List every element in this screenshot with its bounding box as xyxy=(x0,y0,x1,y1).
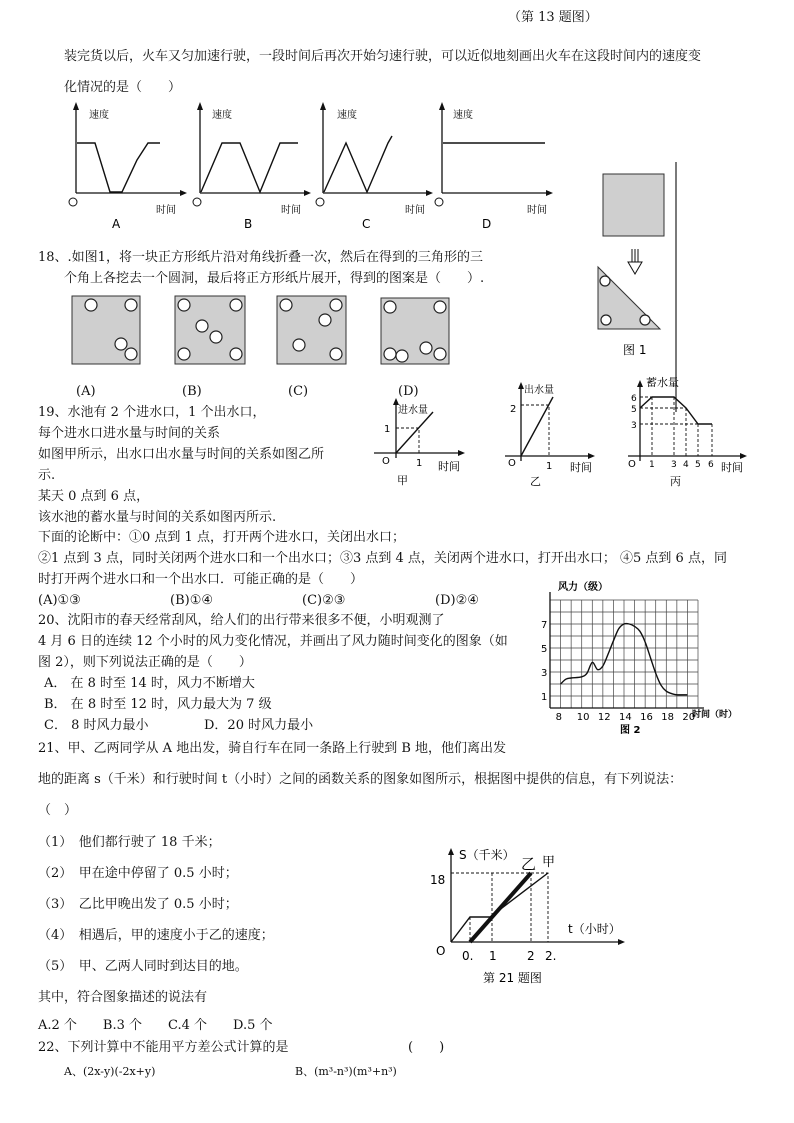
x-tick-label: 8 xyxy=(555,712,562,723)
q21-x2: 2 xyxy=(527,949,535,963)
q17-b-option: B xyxy=(244,217,253,231)
q17-line1: 装完货以后，火车又匀加速行驶，一段时间后再次开始匀速行驶，可以近似地刻画出火车在这段时间内的速度变 xyxy=(64,49,702,64)
q22-option-b: B、(m³-n³)(m³+n³) xyxy=(295,1065,397,1078)
q19-option-d: (D)②④ xyxy=(435,593,479,608)
q19-yi-origin: O xyxy=(508,458,516,469)
q21-yi-label: 乙 xyxy=(521,855,537,873)
x-tick-label: 12 xyxy=(597,712,611,723)
q17-a-ylabel: 速度 xyxy=(89,110,109,121)
q18-option-d: (D) xyxy=(398,384,419,399)
q21-item-2: （2） 甲在途中停留了 0.5 小时； xyxy=(38,866,238,881)
q21-y18: 18 xyxy=(430,873,446,887)
q17-a-option: A xyxy=(112,217,121,231)
q17-b-ylabel: 速度 xyxy=(212,110,232,121)
q21-x1: 1 xyxy=(489,949,497,963)
q21-graph xyxy=(420,840,640,990)
q22-option-a: A、(2x-y)(-2x+y) xyxy=(64,1065,156,1078)
q19-bing-ylabel: 蓄水量 xyxy=(646,376,679,389)
x-tick-label: 10 xyxy=(576,712,590,723)
q18-line2: 个角上各挖去一个圆洞，最后将正方形纸片展开，得到的图案是（ ）. xyxy=(64,271,485,286)
q17-a-xlabel: 时间 xyxy=(156,205,176,216)
q21-origin: O xyxy=(436,944,446,958)
q21-item-1: （1） 他们都行驶了 18 千米； xyxy=(38,835,221,850)
q21-line2: 地的距离 s（千米）和行驶时间 t（小时）之间的函数关系的图象如图所示，根据图中提供的信息，有下列说法： xyxy=(38,772,683,787)
q19-jia-x1: 1 xyxy=(416,458,423,469)
wind-caption: 图 2 xyxy=(620,725,641,736)
q20-option-b: B． 在 8 时至 12 时，风力最大为 7 级 xyxy=(44,697,272,712)
q21-line-yi xyxy=(470,873,531,942)
q19-bing-y3: 3 xyxy=(631,421,637,431)
q19-bing-xlabel: 时间 xyxy=(721,461,743,474)
q17-c-ylabel: 速度 xyxy=(337,110,357,121)
q19-line8: ②1 点到 3 点，同时关闭两个进水口和一个出水口；③3 点到 4 点，关闭两个进水口，打开出水口； ④5 点到 6 点，同 xyxy=(38,551,727,566)
q19-bing-x1: 1 xyxy=(649,460,655,470)
q19-yi-xlabel: 时间 xyxy=(570,461,592,474)
q19-bing-x3: 3 xyxy=(671,460,677,470)
y-tick-label: 1 xyxy=(541,692,548,703)
fig1-square xyxy=(603,174,664,236)
q19-yi-ylabel: 出水量 xyxy=(524,385,554,396)
q19-graph-bing xyxy=(628,375,747,488)
x-tick-label: 18 xyxy=(661,712,675,723)
q20-option-d: D．20 时风力最小 xyxy=(204,718,314,733)
y-tick-label: 3 xyxy=(541,668,548,679)
q18-option-b: (B) xyxy=(182,384,202,399)
q19-jia-ylabel: 进水量 xyxy=(398,405,428,416)
q21-item-4: （4） 相遇后，甲的速度小于乙的速度； xyxy=(38,928,274,943)
q19-yi-y2: 2 xyxy=(510,404,517,415)
q18-option-c: (C) xyxy=(288,384,309,399)
q20-option-c: C． 8 时风力最小 xyxy=(44,718,149,733)
q19-line4: 示. xyxy=(38,468,56,483)
q21-xlabel: t（小时） xyxy=(568,922,621,936)
fig13-caption: （第 13 题图） xyxy=(508,10,598,25)
q17-c-option: C xyxy=(362,217,371,231)
q19-line3: 如图甲所示，出水口出水量与时间的关系如图乙所 xyxy=(38,447,325,462)
wind-chart xyxy=(540,578,750,738)
q19-bing-x5: 5 xyxy=(695,460,701,470)
y-tick-label: 5 xyxy=(541,644,548,655)
q19-bing-origin: O xyxy=(628,459,636,470)
q19-line2: 每个进水口进水量与时间的关系 xyxy=(38,426,221,441)
q19-line7: 下面的论断中：①0 点到 1 点，打开两个进水口，关闭出水口； xyxy=(38,530,405,545)
q21-x0: 0. xyxy=(462,949,474,963)
q19-graph-jia xyxy=(374,398,465,487)
q19-bing-caption: 丙 xyxy=(670,475,681,488)
q18-option-a: (A) xyxy=(76,384,96,399)
x-tick-label: 14 xyxy=(619,712,632,723)
q21-item-5: （5） 甲、乙两人同时到达目的地。 xyxy=(38,959,248,974)
q22-paren: ( ) xyxy=(408,1040,445,1055)
q17-b-xlabel: 时间 xyxy=(281,205,301,216)
q19-jia-y1: 1 xyxy=(384,424,391,435)
fig1-label: 图 1 xyxy=(623,343,647,357)
q19-jia-origin: O xyxy=(382,456,390,467)
q20-line1: 20、沈阳市的春天经常刮风，给人们的出行带来很多不便，小明观测了 xyxy=(38,613,445,628)
q19-option-a: (A)①③ xyxy=(38,593,81,608)
q21-ylabel: S（千米） xyxy=(459,848,515,862)
q19-jia-caption: 甲 xyxy=(397,474,408,487)
q19-bing-x6: 6 xyxy=(708,460,714,470)
q20-option-a: A． 在 8 时至 14 时，风力不断增大 xyxy=(44,676,255,691)
q22-line1: 22、下列计算中不能用平方差公式计算的是 xyxy=(38,1040,289,1055)
wind-ylabel: 风力（级） xyxy=(558,582,608,593)
x-tick-label: 20 xyxy=(682,712,696,723)
q17-c-xlabel: 时间 xyxy=(405,205,425,216)
q19-line1: 19、水池有 2 个进水口，1 个出水口， xyxy=(38,405,266,420)
q19-option-c: (C)②③ xyxy=(302,593,346,608)
q21-conclusion: 其中，符合图象描述的说法有 xyxy=(38,990,208,1005)
q20-line2: 4 月 6 日的连续 12 个小时的风力变化情况，并画出了风力随时间变化的图象（如 xyxy=(38,634,508,649)
q19-yi-x1: 1 xyxy=(546,461,553,472)
q21-x25: 2. xyxy=(545,949,557,963)
q20-line3: 图 2），则下列说法正确的是（ ） xyxy=(38,655,252,670)
q19-yi-caption: 乙 xyxy=(530,475,541,488)
q17-d-xlabel: 时间 xyxy=(527,205,547,216)
q21-item-3: （3） 乙比甲晚出发了 0.5 小时； xyxy=(38,897,238,912)
q21-line1: 21、甲、乙两同学从 A 地出发，骑自行车在同一条路上行驶到 B 地，他们离出发 xyxy=(38,741,507,756)
q19-graphs xyxy=(0,370,794,488)
q17-line2: 化情况的是（ ） xyxy=(64,80,182,95)
q21-line3: （ ） xyxy=(38,803,78,818)
q19-option-b: (B)①④ xyxy=(170,593,214,608)
q19-bing-y6: 6 xyxy=(631,394,637,404)
q21-options: A.2 个 B.3 个 C.4 个 D.5 个 xyxy=(38,1018,273,1033)
q19-line5: 某天 0 点到 6 点， xyxy=(38,489,150,504)
q19-jia-xlabel: 时间 xyxy=(438,460,460,473)
y-tick-label: 7 xyxy=(541,620,548,631)
q17-d-ylabel: 速度 xyxy=(453,110,473,121)
q21-jia-label: 甲 xyxy=(542,855,556,870)
q17-d-option: D xyxy=(482,217,492,231)
q19-line6: 该水池的蓄水量与时间的关系如图丙所示. xyxy=(38,510,277,525)
q19-line9: 时打开两个进水口和一个出水口．可能正确的是（ ） xyxy=(38,572,364,587)
x-tick-label: 16 xyxy=(640,712,653,723)
q18-line1: 18、.如图1，将一块正方形纸片沿对角线折叠一次，然后在得到的三角形的三 xyxy=(38,250,483,265)
q19-bing-x4: 4 xyxy=(683,460,689,470)
q21-caption: 第 21 题图 xyxy=(483,971,542,985)
q19-graph-yi xyxy=(505,382,595,488)
q19-bing-y5: 5 xyxy=(631,405,637,415)
wind-xlabel: 时间（时） xyxy=(692,710,738,720)
